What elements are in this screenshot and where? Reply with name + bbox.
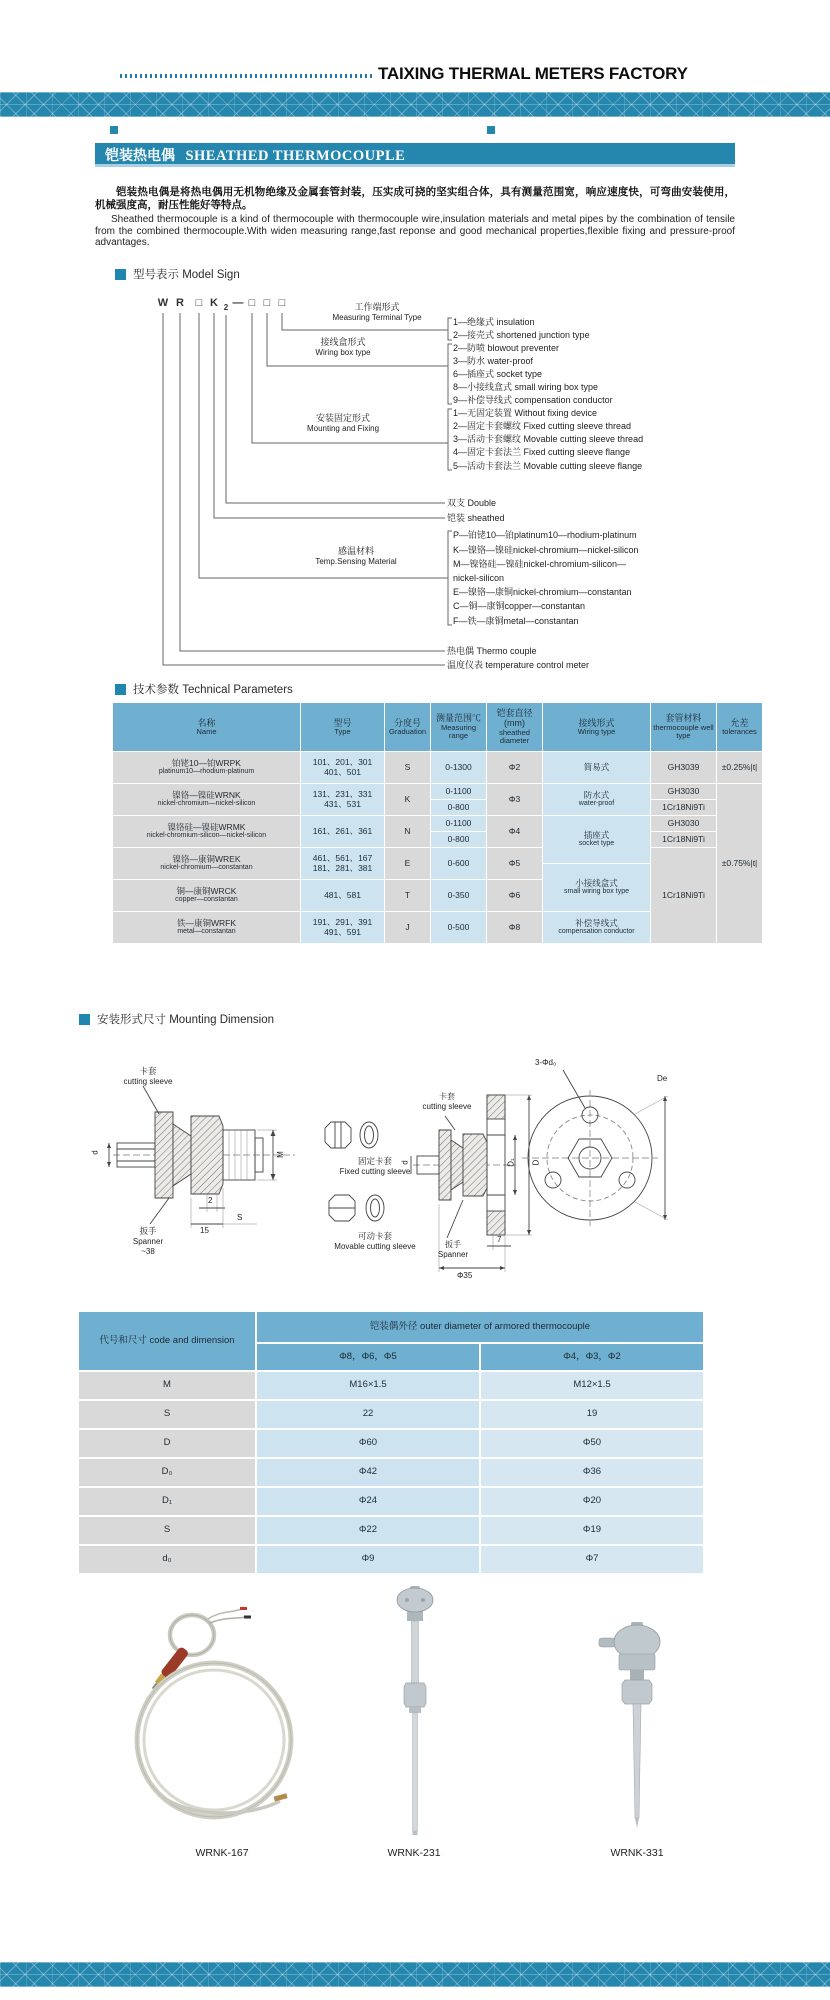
dim-value-cell: Φ19 <box>481 1517 703 1544</box>
dim-value-cell: 22 <box>257 1401 479 1428</box>
material-item: P—铂铑10—铂platinum10—rhodium-platinum <box>453 530 637 540</box>
type-cell: 101、201、301 401、501 <box>301 752 384 783</box>
model-code-symbol: □ <box>248 297 256 309</box>
mounting-item: 3—活动卡套螺纹 Movable cutting sleeve thread <box>453 434 644 444</box>
dim-phi35: Φ35 <box>457 1271 473 1280</box>
range-cell: 0-800 <box>431 832 486 847</box>
section-tech-params-label: 技术参数 Technical Parameters <box>133 684 293 696</box>
dimension-table <box>79 1312 703 1573</box>
intro-paragraph-en: Sheathed thermocouple is a kind of thermocouple with thermocouple wire,insulation materials and metal pipes by the combination of tensile from the combined thermocouple.With widen measuring range,fast reponse and good mechanical properties,flexible fixing and pressure-proof advantages. <box>95 214 735 248</box>
material-item: F—铁—康铜metal—constantan <box>453 616 579 626</box>
bottom-banner <box>0 1962 830 1987</box>
name-cell: 镍铬—康铜WREK nickel-chromium—constantan <box>113 848 300 879</box>
dim-value-cell: Φ20 <box>481 1488 703 1515</box>
dim-S: S <box>237 1213 243 1222</box>
section-marker-icon <box>115 269 126 280</box>
model-code-symbol: □ <box>263 297 271 309</box>
section-tech-params <box>115 681 293 697</box>
col-header-diameter: 铠套直径(mm) sheathed diameter <box>487 703 542 751</box>
diameter-cell: Φ3 <box>487 784 542 815</box>
type-cell: 461、561、167 181、281、381 <box>301 848 384 879</box>
dim-sub-header-1: Φ8，Φ6，Φ5 <box>257 1344 479 1370</box>
dim-value-cell: Φ50 <box>481 1430 703 1457</box>
page-title-cn: 铠装热电偶 <box>105 147 175 163</box>
product-photo-head-thermocouple <box>597 1622 677 1834</box>
material-item: M—镍铬硅—镍硅nickel-chromium-silicon— <box>453 559 627 569</box>
section-model-sign-label: 型号表示 Model Sign <box>133 269 240 281</box>
graduation-cell: S <box>385 752 430 783</box>
wiring-cell: 简易式 <box>543 752 650 783</box>
meter-item: 温度仪表 temperature control meter <box>447 660 590 670</box>
top-banner <box>0 92 830 117</box>
col-header-graduation: 分度号 Graduation <box>385 703 430 751</box>
branch-label-mounting: 安装固定形式 Mounting and Fixing <box>306 413 380 433</box>
mounting-drawings <box>90 1030 735 1290</box>
label-spanner-2: 扳手 Spanner <box>437 1240 469 1259</box>
dim-15: 15 <box>200 1226 209 1235</box>
col-header-type: 型号 Type <box>301 703 384 751</box>
dim-D1: D₁ <box>506 1158 516 1167</box>
wiring-box-item: 8—小接线盒式 small wiring box type <box>453 382 599 392</box>
mounting-item: 5—活动卡套法兰 Movable cutting sleeve flange <box>453 461 643 471</box>
mounting-item: 4—固定卡套法兰 Fixed cutting sleeve flange <box>453 447 631 457</box>
product-photo-coiled-thermocouple <box>130 1605 300 1825</box>
page-title-en: SHEATHED THERMOCOUPLE <box>185 148 406 164</box>
factory-name: TAIXING THERMAL METERS FACTORY <box>378 64 688 83</box>
section-marker-icon <box>79 1014 90 1025</box>
name-cell: 铁—康铜WRFK metal—constantan <box>113 912 300 943</box>
diameter-cell: Φ6 <box>487 880 542 911</box>
dim-value-cell: Φ22 <box>257 1517 479 1544</box>
dim-value-cell: M16×1.5 <box>257 1372 479 1399</box>
dim-sub-header-2: Φ4，Φ3，Φ2 <box>481 1344 703 1370</box>
section-mounting-label: 安装形式尺寸 Mounting Dimension <box>97 1014 275 1026</box>
dim-value-cell: Φ36 <box>481 1459 703 1486</box>
wiring-box-item: 3—防水 water-proof <box>453 356 534 366</box>
deco-square-left <box>110 126 118 134</box>
mounting-item: 2—固定卡套螺纹 Fixed cutting sleeve thread <box>453 421 632 431</box>
dim-span-header: 铠装偶外径 outer diameter of armored thermocouple <box>257 1312 703 1342</box>
diameter-cell: Φ2 <box>487 752 542 783</box>
col-header-well: 套管材料 thermocouple well type <box>651 703 716 751</box>
range-cell: 0-500 <box>431 912 486 943</box>
model-code-symbol: — <box>232 297 244 309</box>
photo-label-wrnk-331: WRNK-331 <box>610 1847 664 1859</box>
wiring-cell: 小接线盒式 small wiring box type <box>543 864 650 911</box>
diameter-cell: Φ5 <box>487 848 542 879</box>
wiring-box-item: 6—插座式 socket type <box>453 369 543 379</box>
dim-value-cell: Φ9 <box>257 1546 479 1573</box>
dim-De: De <box>657 1074 668 1083</box>
terminal-item: 2—接壳式 shortened junction type <box>453 330 590 340</box>
model-code-symbol: W <box>157 297 169 309</box>
dim-value-cell: M12×1.5 <box>481 1372 703 1399</box>
graduation-cell: J <box>385 912 430 943</box>
dim-D: D <box>531 1159 541 1166</box>
graduation-cell: N <box>385 816 430 847</box>
section-mounting <box>79 1011 274 1027</box>
dim-value-cell: Φ24 <box>257 1488 479 1515</box>
graduation-cell: E <box>385 848 430 879</box>
label-cutting-sleeve-2: 卡套 cutting sleeve <box>422 1092 472 1111</box>
double-item: 双支 Double <box>447 498 497 508</box>
intro-paragraph-cn: 铠装热电偶是将热电偶用无机物绝缘及金属套管封装，压实成可挠的坚实组合体，具有测量范围宽，响应速度快，可弯曲安装使用，机械强度高，耐压性能好等特点。 <box>95 186 735 211</box>
range-cell: 0-800 <box>431 800 486 815</box>
name-cell: 镍铬—镍硅WRNK nickel-chromium—nickel-silicon <box>113 784 300 815</box>
well-cell: 1Cr18Ni9Ti <box>651 800 716 815</box>
dim-corner-header: 代号和尺寸 code and dimension <box>79 1312 255 1370</box>
diameter-cell: Φ8 <box>487 912 542 943</box>
name-cell: 镍铬硅—镍硅WRMK nickel-chromium-silicon—nickel-silicon <box>113 816 300 847</box>
dim-M: M <box>275 1151 285 1158</box>
dim-code-cell: D₀ <box>79 1459 255 1486</box>
branch-label-material: 感温材料 Temp.Sensing Material <box>315 546 397 566</box>
range-cell: 0-1300 <box>431 752 486 783</box>
dim-code-cell: S <box>79 1517 255 1544</box>
deco-square-mid <box>487 126 495 134</box>
model-sign-connector-lines <box>95 295 755 675</box>
graduation-cell: T <box>385 880 430 911</box>
tolerance-cell: ±0.75%|t| <box>717 784 762 943</box>
col-header-wiring: 接线形式 Wiring type <box>543 703 650 751</box>
wiring-cell: 插座式 socket type <box>543 816 650 863</box>
graduation-cell: K <box>385 784 430 815</box>
model-code-symbol: □ <box>195 297 203 309</box>
wiring-box-item: 9—补偿导线式 compensation conductor <box>453 395 613 405</box>
dim-code-cell: S <box>79 1401 255 1428</box>
label-movable-sleeve: 可动卡套 Movable cutting sleeve <box>334 1231 416 1251</box>
range-cell: 0-1100 <box>431 784 486 799</box>
dim-bolt-holes: 3-Φd₀ <box>535 1058 557 1067</box>
dim-value-cell: Φ42 <box>257 1459 479 1486</box>
dim-code-cell: d₀ <box>79 1546 255 1573</box>
range-cell: 0-350 <box>431 880 486 911</box>
model-code-symbol-sub: 2 <box>223 303 229 312</box>
type-cell: 161、261、361 <box>301 816 384 847</box>
well-cell: 1Cr18Ni9Ti <box>651 832 716 847</box>
range-cell: 0-600 <box>431 848 486 879</box>
product-photo-rod-thermocouple <box>385 1585 441 1840</box>
model-code-symbol: K <box>210 297 218 309</box>
dim-d: d <box>90 1150 100 1155</box>
dim-code-cell: M <box>79 1372 255 1399</box>
type-cell: 481、581 <box>301 880 384 911</box>
wiring-box-item: 2—防喷 blowout preventer <box>453 343 560 353</box>
dim-7: 7 <box>497 1235 502 1244</box>
well-cell: GH3039 <box>651 752 716 783</box>
terminal-item: 1—绝缘式 insulation <box>453 317 535 327</box>
page-title <box>95 143 735 167</box>
model-code-symbol: □ <box>278 297 286 309</box>
section-marker-icon <box>115 684 126 695</box>
well-cell: GH3030 <box>651 784 716 799</box>
well-cell: GH3030 <box>651 816 716 831</box>
dim-value-cell: Φ60 <box>257 1430 479 1457</box>
diameter-cell: Φ4 <box>487 816 542 847</box>
photo-label-wrnk-231: WRNK-231 <box>387 1847 441 1859</box>
material-item: C—铜—康铜copper—constantan <box>453 601 586 611</box>
mounting-item: 1—无固定装置 Without fixing device <box>453 408 598 418</box>
technical-parameters-table <box>113 703 762 943</box>
name-cell: 铜—康铜WRCK copper—constantan <box>113 880 300 911</box>
dim-value-cell: Φ7 <box>481 1546 703 1573</box>
thermocouple-item: 热电偶 Thermo couple <box>447 646 537 656</box>
dim-code-cell: D <box>79 1430 255 1457</box>
model-code-symbol: R <box>176 297 184 309</box>
wiring-cell: 补偿导线式 compensation conductor <box>543 912 650 943</box>
label-cutting-sleeve-1: 卡套 cutting sleeve <box>123 1066 173 1086</box>
col-header-name: 名称 Name <box>113 703 300 751</box>
material-item: K—镍铬—镍硅nickel-chromium—nickel-silicon <box>453 545 639 555</box>
label-fixed-sleeve: 固定卡套 Fixed cutting sleeve <box>339 1156 411 1176</box>
section-model-sign <box>115 266 240 282</box>
dotted-rule <box>120 74 372 78</box>
type-cell: 131、231、331 431、531 <box>301 784 384 815</box>
tolerance-cell: ±0.25%|t| <box>717 752 762 783</box>
type-cell: 191、291、391 491、591 <box>301 912 384 943</box>
branch-label-wiring-box: 接线盒形式 Wiring box type <box>315 337 371 357</box>
model-sign-diagram <box>95 295 755 675</box>
label-spanner-1: 扳手 Spanner ~38 <box>132 1226 164 1256</box>
material-item: E—镍铬—康铜nickel-chromium—constantan <box>453 587 632 597</box>
dim-d2: d <box>400 1160 410 1165</box>
wiring-cell: 防水式 water-proof <box>543 784 650 815</box>
sheathed-item: 铠装 sheathed <box>447 513 505 523</box>
dim-code-cell: D₁ <box>79 1488 255 1515</box>
range-cell: 0-1100 <box>431 816 486 831</box>
dim-2: 2 <box>208 1196 213 1205</box>
material-item: nickel-silicon <box>453 573 505 583</box>
photo-label-wrnk-167: WRNK-167 <box>195 1847 249 1859</box>
well-cell: 1Cr18Ni9Ti <box>651 848 716 943</box>
col-header-tolerance: 允差 tolerances <box>717 703 762 751</box>
col-header-range: 测量范围℃ Measuring range <box>431 703 486 751</box>
branch-label-terminal: 工作端形式 Measuring Terminal Type <box>332 302 422 322</box>
dim-value-cell: 19 <box>481 1401 703 1428</box>
name-cell: 铂铑10—铂WRPK platinum10—rhodium-platinum <box>113 752 300 783</box>
